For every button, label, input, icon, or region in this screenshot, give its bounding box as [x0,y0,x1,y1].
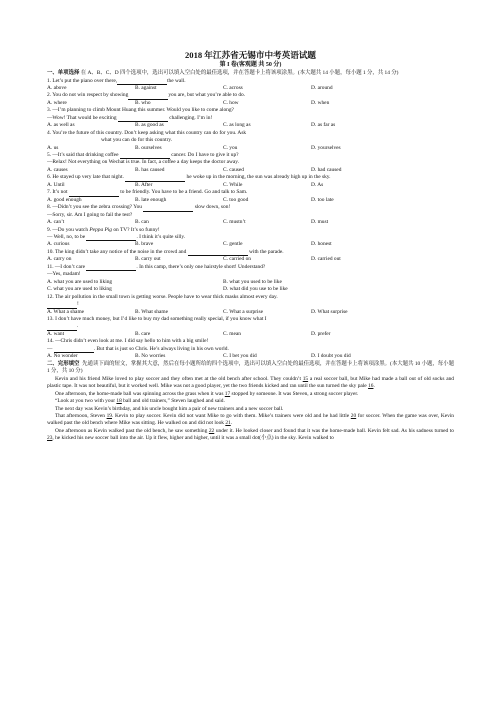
option-b[interactable]: B. carry out [135,256,161,263]
q5-line2: —Relax! Not everything on Wechat is true. In fact, a coffee a day keeps the doctor away. [47,159,239,166]
option-a[interactable]: A. what you are used to liking [47,278,113,285]
option-a[interactable]: A. curious [47,241,70,248]
section1-header [47,70,454,78]
passage-text: One afternoon, the home-made ball was spinning across the grass when it was [55,390,224,397]
option-b[interactable]: B. against [135,84,157,91]
q3-dialog-end: challenging. I’m in! [169,114,213,121]
q10-stem: 10. The king didn’t take any notice of the noise in the crowd and [47,248,187,255]
question-5 [47,152,454,159]
option-a[interactable]: A. carry on [47,256,72,263]
option-d[interactable]: D. when [311,99,330,106]
option-d[interactable]: D. had caused [311,166,342,173]
answer-blank[interactable] [128,93,168,100]
option-b[interactable]: B. what you used to be like [223,278,282,285]
q9-dialog-end: . I think it’s quite silly. [136,234,186,241]
option-a[interactable]: A. good enough [47,196,82,203]
q9-dialog: — Well, no, to be [47,234,86,241]
q13-options [47,331,454,338]
passage-text: ball and old trainers,” Steven laughed and said. [123,398,225,405]
option-b[interactable]: B. No worries [135,353,166,360]
q9-stem: 9. —Do you watch [47,226,89,233]
blank-18[interactable]: 18 [116,398,122,405]
option-d[interactable]: D. What surprise [311,308,348,315]
option-a[interactable]: A. can’t [47,219,65,226]
option-b[interactable]: B. brave [135,241,154,248]
question-13: 13. I don’t have much money, but I’d like to buy my dad something really special, if you know what I [47,316,267,322]
blank-20[interactable]: 20 [350,412,357,419]
q11-options-cd [47,286,454,293]
blank-21[interactable]: 21 [225,420,231,427]
option-b[interactable]: B. who [135,99,151,106]
passage-text: for soccer. When the game was over, Kevin walked past the old bench where Mike was sitting. He walked on and did not look [47,412,455,427]
option-d[interactable]: D. too late [311,196,334,203]
blank-15[interactable]: 15 [302,375,309,382]
q14-dialog-end: . But that is just so Chris. He’s always living in his own world. [93,345,229,352]
option-d[interactable]: D. yourselves [311,144,341,151]
option-b[interactable]: B. can [135,219,149,226]
option-c[interactable]: C. mustn’t [223,219,246,226]
option-c[interactable]: C. what you are used to liking [47,286,112,293]
q3-dialog: —Wow! That would be exciting [47,114,117,121]
q5-stem: 5. —It’s said that drinking coffee [47,152,119,159]
q6-stem-end: he woke up in the morning, the sun was already high up in the sky. [186,174,331,181]
option-c[interactable]: C. While [223,181,243,188]
question-11 [47,264,454,271]
passage-text: That afternoon, Steven [55,412,105,419]
answer-blank[interactable] [54,346,94,353]
passage-paragraph-2 [47,391,454,398]
q3-line2 [47,115,454,122]
option-b[interactable]: B. as good as [135,122,164,129]
option-a[interactable]: A. causes [47,166,68,173]
passage-text: stopped by someone. It was Steven, a strong soccer player. [231,390,359,397]
answer-blank[interactable] [86,264,136,271]
answer-blank[interactable] [143,205,193,212]
q12-exclaim: ! [77,301,79,308]
question-1 [47,78,454,85]
question-6 [47,174,454,181]
q9-stem-end: on TV? It’s so funny! [113,226,160,233]
q7-stem: 7. It’s not [47,189,68,196]
q5-options [47,167,454,174]
blank-23[interactable]: 23 [47,435,53,442]
q13-period: . [77,323,79,330]
passage-text: , he kicked his new soccer ball into the air. Up it flew, higher and higher, until it was a small dot(小点) in the sky. Kevin walked to [52,435,334,442]
q1-options [47,85,454,92]
option-d[interactable]: D. around [311,84,333,91]
option-c[interactable]: C. how [223,99,239,106]
q11-stem: 11. —I don’t care [47,263,86,270]
option-c[interactable]: C. carried on [223,256,251,263]
answer-blank[interactable] [117,78,167,85]
q9-show-title: Peppa Pig [89,226,112,233]
passage-text: One afternoon as Kevin walked past the old bench, he saw something [55,427,208,434]
answer-blank[interactable] [188,249,248,256]
question-3: 3. —I’m planning to climb Mount Huang this summer. Would you like to come along? [47,107,234,114]
option-b[interactable]: B. late enough [135,196,167,203]
q14-line2 [47,346,454,353]
option-d[interactable]: D. I doubt you did [311,353,351,360]
answer-blank[interactable] [118,115,168,122]
q7-options [47,197,454,204]
option-c[interactable]: C. as long as [223,122,251,129]
answer-blank[interactable] [125,175,185,182]
q8-line2: —Sorry, sir. Am I going to fail the test? [47,211,133,218]
question-12: 12. The air pollution in the small town is getting worse. People have to wear thick masks almost every day. [47,293,278,300]
q14-options [47,353,454,360]
option-b[interactable]: B. After [135,181,153,188]
passage-paragraph-3 [47,398,454,405]
question-10 [47,249,454,256]
option-a[interactable]: A. What a shame [47,308,85,315]
page-title: 2018 年江苏省无锡市中考英语试题 [184,50,317,60]
q12-line2 [47,301,454,308]
section2-instruction: 先通读下面的短文，掌握其大意，然后在每小题所给的四个选项中，选出可以填入空白处的最佳选项，并在答题卡上将该项涂黑。(本大题共 10 小题，每小题 1 分，共 10 分) [47,360,454,375]
q11-line2: —Yes, madam! [47,271,81,278]
blank-22[interactable]: 22 [208,427,215,434]
q9-options [47,241,454,248]
passage-paragraph-5 [47,413,454,428]
option-c[interactable]: C. gentle [223,241,243,248]
option-a[interactable]: A. as well as [47,122,75,129]
q9-line2 [47,234,454,241]
passage-paragraph-4: The next day was Kevin’s birthday, and his uncle bought him a pair of new trainers and a new soccer ball. [55,405,284,412]
blank-16[interactable]: 16 [368,383,374,390]
q8-options [47,219,454,226]
answer-blank[interactable] [47,302,77,309]
answer-blank[interactable] [47,324,77,331]
passage-paragraph-6 [47,428,454,443]
option-a[interactable]: A. us [47,144,59,151]
option-d[interactable]: D. as far as [311,122,336,129]
q3-options [47,122,454,129]
passage-text: . [373,383,375,390]
q11-options-ab [47,279,454,286]
q4-options [47,145,454,152]
option-b[interactable]: B. What shame [135,308,168,315]
q13-line2 [47,323,454,330]
option-c[interactable]: C. What a surprise [223,308,264,315]
question-2 [47,92,454,99]
option-b[interactable]: B. care [135,330,151,337]
option-d[interactable]: D. carried out [311,256,341,263]
section1-instruction: 在 A、B、C、D 四个选项中，选出可以填入空白处的最佳选项，并在答题卡上将该项涂黑。(本大题共 14 小题，每小题 1 分，共 14 分) [80,70,399,76]
q10-stem-end: with the parade. [249,248,284,255]
option-d[interactable]: D. must [311,219,329,226]
q5-stem-end: cancer. Do I have to give it up? [171,152,239,159]
option-b[interactable]: B. ourselves [135,144,162,151]
option-c[interactable]: C. across [223,84,243,91]
option-d[interactable]: D. what did you use to be like [223,286,288,293]
passage-text: Kevin and his friend Mike loved to play soccer and they often met at the old bench after school. They couldn’t [55,375,301,382]
option-c[interactable]: C. you [223,144,238,151]
section2-header [47,361,454,376]
exam-page [47,50,454,443]
q2-stem: 2. You do not win respect by showing [47,92,129,99]
q12-options [47,309,454,316]
answer-blank[interactable] [120,152,170,159]
page-subtitle: 第 I 卷(客观题 共 50 分) [219,62,282,68]
q10-options [47,256,454,263]
section2-heading: 二、完形填空 [47,360,80,367]
q6-stem: 6. He stayed up very late that night. [47,174,124,181]
q4-line2: what you can do for this country. [101,137,173,144]
answer-blank[interactable] [69,190,119,197]
passage-paragraph-1 [47,376,454,391]
option-a[interactable]: A. No wonder [47,353,78,360]
section1-heading: 一、单项选择 [47,70,80,76]
passage-text: under it. He looked closer and found that it was the home-made ball. Kevin felt sad. As his sadness turned to [215,427,454,434]
passage-text: “Look at you two with your [55,398,116,405]
option-a[interactable]: A. Until [47,181,65,188]
passage-text: . Kevin to play soccer. Kevin did not want Mike to go with them. Mike’s trainers were old and he had little [111,412,350,419]
blank-19[interactable]: 19 [106,412,112,419]
option-d[interactable]: D. prefer [311,330,331,337]
option-a[interactable]: A. where [47,99,67,106]
q8-stem-end: slow down, son! [194,204,231,211]
option-a[interactable]: A. want [47,330,65,337]
q6-options [47,182,454,189]
q14-dash: — [47,345,53,352]
option-c[interactable]: C. I bet you did [223,353,257,360]
q11-stem-end: . In this camp, there’s only one hairstyle short! Understand? [136,263,266,270]
q1-stem-end: the wall. [167,77,186,84]
option-c[interactable]: C. mean [223,330,241,337]
question-7 [47,189,454,196]
q8-stem: 8. —Didn’t you see the zebra crossing? You [47,204,142,211]
question-9 [47,227,454,234]
passage-text: . [230,420,233,427]
question-8 [47,204,454,211]
option-c[interactable]: C. caused [223,166,244,173]
q2-options [47,100,454,107]
q1-stem: 1. Let’s put the piano over there, [47,77,118,84]
option-d[interactable]: D. honest [311,241,332,248]
q7-stem-end: to be friendly. You have to be a friend. Go and talk to Sam. [120,189,248,196]
option-a[interactable]: A. above [47,84,67,91]
question-14: 14. —Chris didn’t even look at me. I did say hello to him with a big smile! [47,338,209,345]
option-b[interactable]: B. has caused [135,166,165,173]
question-4: 4. You’re the future of this country. Don’t keep asking what this country can do for you. Ask [47,129,247,136]
option-d[interactable]: D. As [311,181,324,188]
blank-17[interactable]: 17 [224,390,231,397]
answer-blank[interactable] [86,234,136,241]
option-c[interactable]: C. too good [223,196,249,203]
passage-text: a real soccer ball, but Mike had made a ball out of old socks and plastic tape. It was not beautiful, but it worked well. Mike was not a good player, yet the two friends kicked and ran until the sun turned the sky pale [47,375,454,390]
q2-stem-end: you are, but what you’re able to do. [168,92,246,99]
